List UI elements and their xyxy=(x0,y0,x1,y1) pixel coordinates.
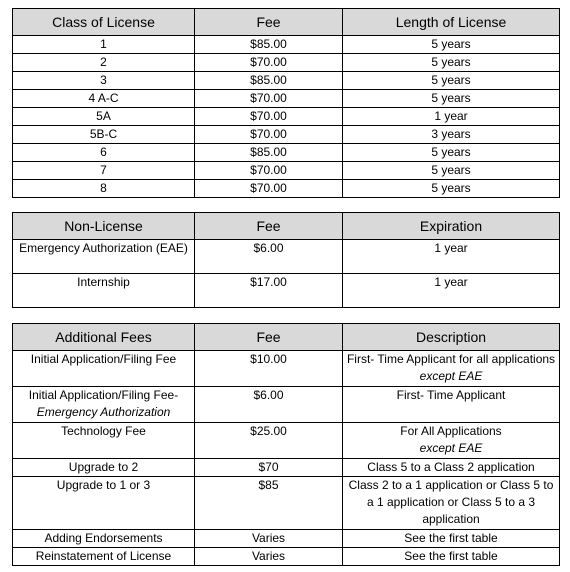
fee-cell: $17.00 xyxy=(195,274,343,308)
fee-name-text: Technology Fee xyxy=(61,424,146,438)
table-row xyxy=(13,162,560,180)
fee-cell: $85.00 xyxy=(195,36,343,54)
fee-cell: $10.00 xyxy=(195,351,343,387)
length-cell: 5 years xyxy=(343,54,560,72)
description-italic-text: except EAE xyxy=(419,369,483,383)
table-row xyxy=(13,36,560,54)
license-class-cell: 5A xyxy=(13,108,195,126)
fee-cell: $70.00 xyxy=(195,180,343,198)
table-row xyxy=(13,180,560,198)
fee-cell: $6.00 xyxy=(195,240,343,274)
description-text: First- Time Applicant for all applications xyxy=(346,352,556,366)
table-row xyxy=(13,477,560,530)
column-header-additional-fees: Additional Fees xyxy=(13,324,195,351)
table-row xyxy=(13,274,560,308)
license-class-cell: 1 xyxy=(13,36,195,54)
non-license-table xyxy=(12,212,560,308)
description-cell xyxy=(343,387,560,423)
fee-cell: $70.00 xyxy=(195,108,343,126)
fee-cell: $85 xyxy=(195,477,343,530)
length-cell: 3 years xyxy=(343,126,560,144)
fee-cell: Varies xyxy=(195,548,343,566)
additional-fees-table xyxy=(12,323,560,566)
length-cell: 5 years xyxy=(343,162,560,180)
non-license-name-cell: Emergency Authorization (EAE) xyxy=(13,240,195,274)
license-class-cell: 4 A-C xyxy=(13,90,195,108)
description-cell: Class 5 to a Class 2 application xyxy=(343,459,560,477)
fee-name-cell xyxy=(13,351,195,387)
table-row xyxy=(13,144,560,162)
license-class-cell: 7 xyxy=(13,162,195,180)
description-italic-text: except EAE xyxy=(419,441,483,455)
fee-name-text: Initial Application/Filing Fee xyxy=(30,352,177,366)
length-cell: 5 years xyxy=(343,180,560,198)
description-cell xyxy=(343,423,560,459)
table-header-row xyxy=(13,324,560,351)
description-text: For All Applications xyxy=(400,424,502,438)
column-header-fee: Fee xyxy=(195,324,343,351)
table-row xyxy=(13,459,560,477)
fee-cell: Varies xyxy=(195,530,343,548)
table-header-row xyxy=(13,213,560,240)
expiration-cell: 1 year xyxy=(343,240,560,274)
description-cell: See the first table xyxy=(343,530,560,548)
column-header-length: Length of License xyxy=(343,9,560,36)
license-class-cell: 8 xyxy=(13,180,195,198)
fee-cell: $70.00 xyxy=(195,54,343,72)
fee-cell: $70.00 xyxy=(195,90,343,108)
expiration-cell: 1 year xyxy=(343,274,560,308)
fee-name-cell xyxy=(13,423,195,459)
length-cell: 5 years xyxy=(343,72,560,90)
length-cell: 1 year xyxy=(343,108,560,126)
table-row xyxy=(13,108,560,126)
column-header-expiration: Expiration xyxy=(343,213,560,240)
fee-name-cell: Upgrade to 1 or 3 xyxy=(13,477,195,530)
length-cell: 5 years xyxy=(343,36,560,54)
table-row xyxy=(13,240,560,274)
license-class-cell: 5B-C xyxy=(13,126,195,144)
license-class-cell: 6 xyxy=(13,144,195,162)
table-row xyxy=(13,548,560,566)
license-class-cell: 3 xyxy=(13,72,195,90)
table-row xyxy=(13,387,560,423)
fee-cell: $25.00 xyxy=(195,423,343,459)
fee-cell: $70 xyxy=(195,459,343,477)
column-header-class: Class of License xyxy=(13,9,195,36)
fee-cell: $70.00 xyxy=(195,162,343,180)
column-header-non-license: Non-License xyxy=(13,213,195,240)
column-header-fee: Fee xyxy=(195,9,343,36)
table-row xyxy=(13,423,560,459)
table-row xyxy=(13,126,560,144)
fee-cell: $6.00 xyxy=(195,387,343,423)
table-row xyxy=(13,351,560,387)
fee-cell: $85.00 xyxy=(195,144,343,162)
fee-cell: $70.00 xyxy=(195,126,343,144)
length-cell: 5 years xyxy=(343,90,560,108)
length-cell: 5 years xyxy=(343,144,560,162)
fee-name-text: Initial Application/Filing Fee- xyxy=(28,388,179,402)
non-license-name-cell: Internship xyxy=(13,274,195,308)
description-cell: See the first table xyxy=(343,548,560,566)
license-class-table xyxy=(12,8,560,198)
table-row xyxy=(13,72,560,90)
license-class-cell: 2 xyxy=(13,54,195,72)
table-row xyxy=(13,90,560,108)
fee-cell: $85.00 xyxy=(195,72,343,90)
table-header-row xyxy=(13,9,560,36)
fee-name-cell xyxy=(13,387,195,423)
description-cell xyxy=(343,351,560,387)
fee-name-cell: Upgrade to 2 xyxy=(13,459,195,477)
description-text: First- Time Applicant xyxy=(396,388,506,402)
table-row xyxy=(13,54,560,72)
table-row xyxy=(13,530,560,548)
fee-name-italic-text: Emergency Authorization xyxy=(36,405,171,419)
description-cell: Class 2 to a 1 application or Class 5 to a 1 application or Class 5 to a 3 application xyxy=(343,477,560,530)
column-header-fee: Fee xyxy=(195,213,343,240)
fee-name-cell: Adding Endorsements xyxy=(13,530,195,548)
fee-name-cell: Reinstatement of License xyxy=(13,548,195,566)
column-header-description: Description xyxy=(343,324,560,351)
